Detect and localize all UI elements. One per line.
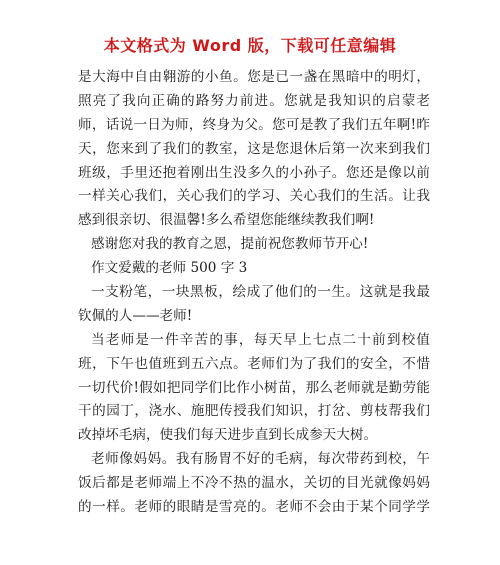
text-line: 是大海中自由翱游的小鱼。您是已一盏在黑暗中的明灯， [78,69,430,85]
text-line: 师，话说一日为师，终身为父。您可是教了我们五年啊!昨 [78,116,430,133]
text-line: 一样关心我们，关心我们的学习、关心我们的生活。让我 [78,188,430,205]
text-line: 天，您来到了我们的教室，这是您退休后第一次来到我们 [78,140,430,157]
text-line: 饭后都是老师端上不冷不热的温水，关切的目光就像妈妈 [78,475,430,492]
text-line: 班，下午也值班到五六点。老师们为了我们的安全，不惜 [78,355,430,372]
text-line: 钦佩的人——老师! [78,307,193,324]
text-line: 感到很亲切、很温馨!多么希望您能继续教我们啊! [78,212,375,229]
text-line: 的一样。老师的眼睛是雪亮的。老师不会由于某个同学学 [78,499,430,516]
editable-notice-banner: 本文格式为 Word 版，下载可任意编辑 [103,36,397,55]
text-line: 干的园丁，浇水、施肥传授我们知识，打岔、剪枝帮我们 [78,403,430,420]
text-line: 一切代价!假如把同学们比作小树苗，那么老师就是勤劳能 [78,379,430,396]
text-line: 感谢您对我的教育之恩，提前祝您教师节开心! [91,236,369,253]
text-line: 照亮了我向正确的路努力前进。您就是我知识的启蒙老 [78,92,430,109]
text-line: 改掉坏毛病，使我们每天进步直到长成参天大树。 [78,427,378,444]
text-line: 老师像妈妈。我有肠胃不好的毛病，每次带药到校，午 [91,451,430,468]
article-body [78,66,430,520]
text-line: 班级，手里还抱着刚出生没多久的小孙子。您还是像以前 [78,164,430,181]
text-line: 一支粉笔，一块黑板，绘成了他们的一生。这就是我最 [91,284,430,301]
text-line: 当老师是一件辛苦的事，每天早上七点二十前到校值 [91,331,430,348]
section-heading: 作文爱戴的老师 500 字 3 [91,260,248,277]
